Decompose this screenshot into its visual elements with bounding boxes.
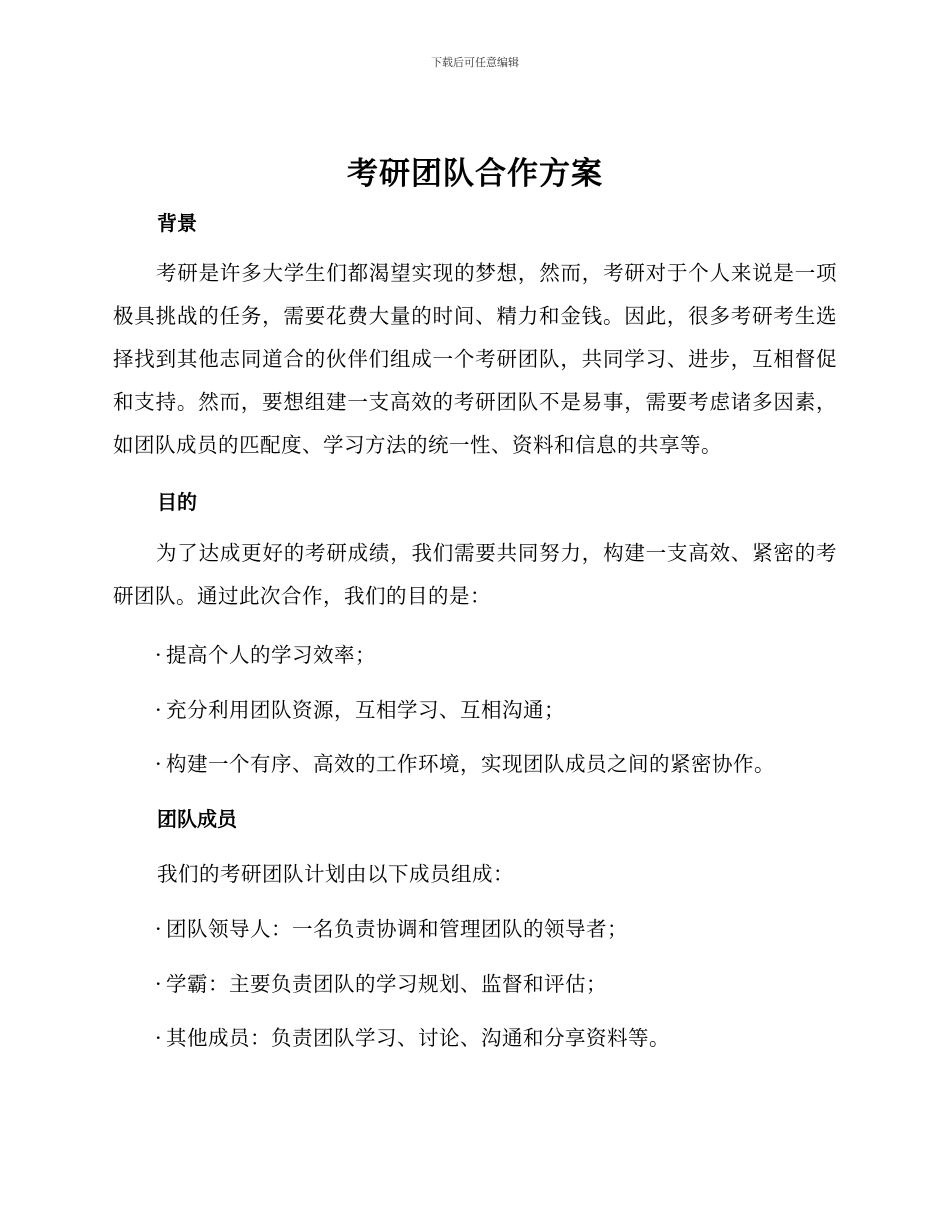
bullet-symbol: · — [155, 1026, 163, 1050]
purpose-paragraph: 为了达成更好的考研成绩，我们需要共同努力，构建一支高效、紧密的考研团队。通过此次合作，我们的目的是： — [113, 541, 837, 608]
bullet-symbol: · — [155, 752, 163, 776]
purpose-bullet-3: 构建一个有序、高效的工作环境，实现团队成员之间的紧密协作。 — [166, 752, 776, 776]
list-item — [155, 1021, 670, 1051]
members-intro: 我们的考研团队计划由以下成员组成： — [157, 862, 514, 886]
purpose-bullet-1: 提高个人的学习效率； — [166, 643, 377, 667]
bullet-symbol: · — [155, 972, 163, 996]
bullet-symbol: · — [155, 643, 163, 667]
purpose-bullet-2: 充分利用团队资源，互相学习、互相沟通； — [166, 698, 566, 722]
list-item — [155, 638, 376, 668]
document-title: 考研团队合作方案 — [347, 156, 603, 192]
bullet-symbol: · — [155, 917, 163, 941]
header-note: 下载后可任意编辑 — [431, 56, 519, 69]
bullet-symbol: · — [155, 698, 163, 722]
list-item — [155, 912, 628, 942]
members-bullet-1: 团队领导人：一名负责协调和管理团队的领导者； — [166, 917, 629, 941]
section-heading-members: 团队成员 — [157, 807, 237, 831]
list-item — [155, 747, 775, 777]
section-heading-background: 背景 — [157, 211, 197, 235]
list-item — [155, 967, 607, 997]
section-heading-purpose: 目的 — [157, 490, 197, 514]
members-bullet-2: 学霸：主要负责团队的学习规划、监督和评估； — [166, 972, 608, 996]
list-item — [155, 693, 565, 723]
members-bullet-3: 其他成员：负责团队学习、讨论、沟通和分享资料等。 — [166, 1026, 671, 1050]
background-paragraph: 考研是许多大学生们都渴望实现的梦想，然而，考研对于个人来说是一项极具挑战的任务，需要花费大量的时间、精力和金钱。因此，很多考研考生选择找到其他志同道合的伙伴们组成一个考研团队，共同学习、进步，互相督促和支持。然而，要想组建一支高效的考研团队不是易事，需要考虑诸多因素，如团队成员的匹配度、学习方法的统一性、资料和信息的共享等。 — [113, 261, 837, 457]
